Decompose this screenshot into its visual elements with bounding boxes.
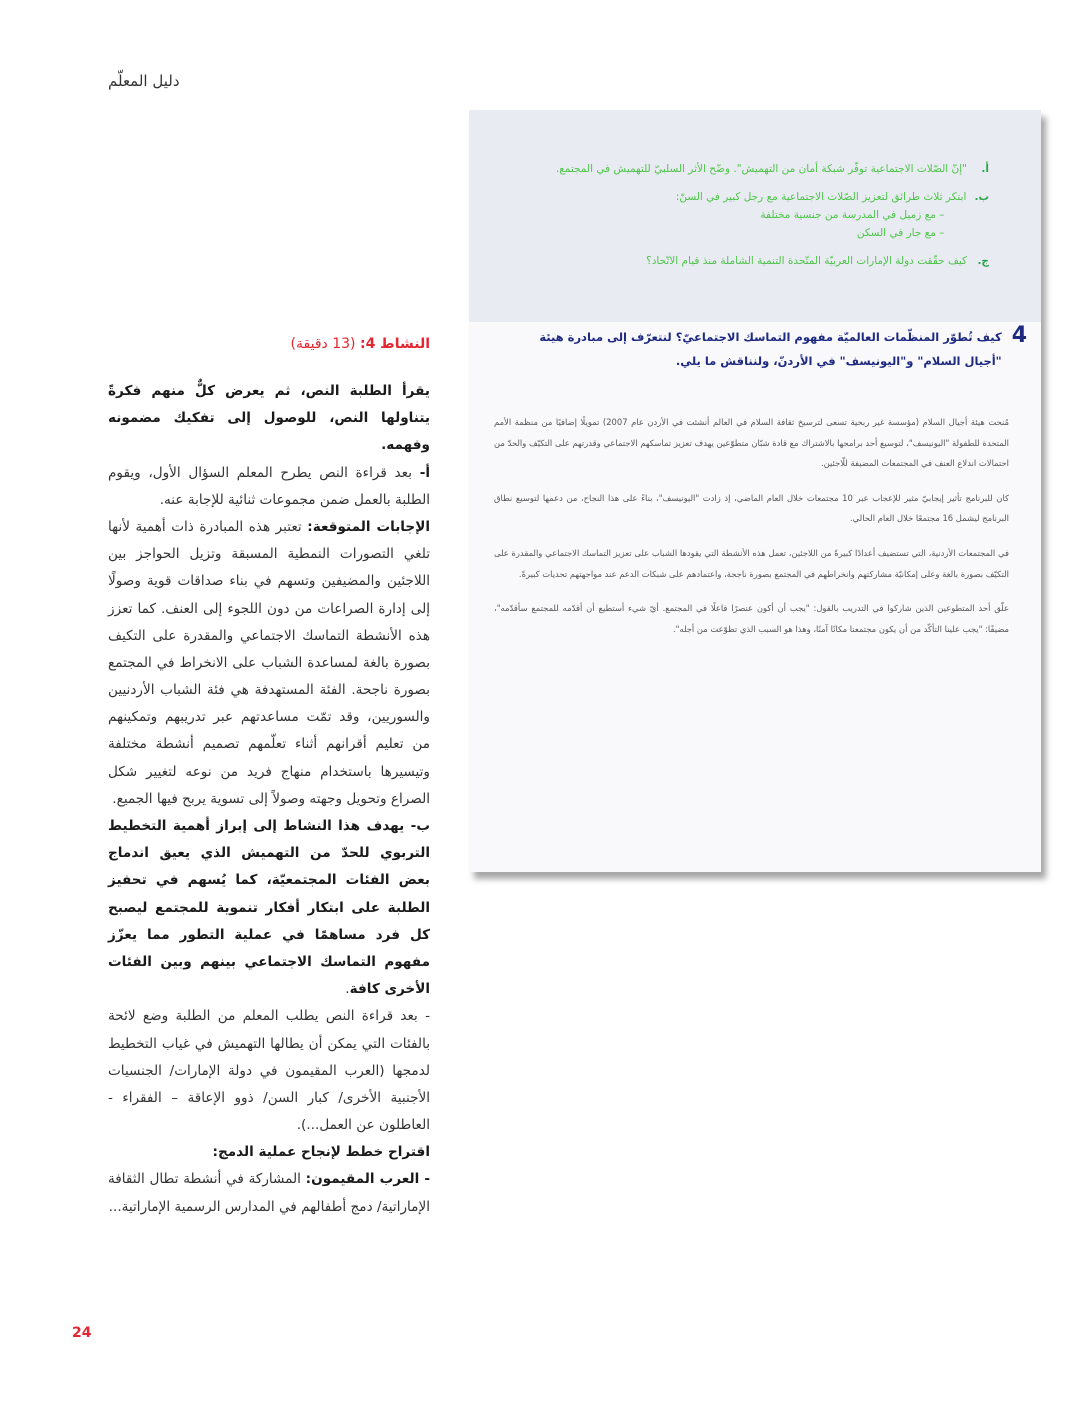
article-paragraph: علّق أحد المتطوعين الذين شاركوا في التدريب بالقول: "يجب أن أكون عنصرًا فاعلًا في المجتمع. أيّ شيء أستطيع أن أقدّمه للمجتمع سأقدّمه"، مضيفًا: "يجب علينا التأكّد من أن يكون مجتمعنا مكانًا آمنًا، وهذا هو السبب الذي تطوّعت من أجله". — [494, 603, 1009, 634]
question-list — [519, 160, 989, 280]
page-number: 24 — [72, 1325, 92, 1341]
question-letter: ج. — [977, 254, 989, 267]
expected-answers-label: الإجابات المتوقعة: — [307, 518, 430, 535]
question-subitem: – مع زميل في المدرسة من جنسية مختلفة — [760, 208, 945, 221]
article-paragraph: في المجتمعات الأردنية، التي تستضيف أعدادًا كبيرةً من اللاجئين، تعمل هذه الأنشطة التي يقودها الشباب على تعزيز التماسك الاجتماعي والمقدرة على التكيّف بصورة بالغة وعلى إمكانيّة مشاركتهم وانخراطهم في المجتمع بصورة ناجحة، واعتمادهم على شبكات الدعم عند مواجهتهم تحديات كبيرةً. — [494, 547, 1009, 579]
marginalized-groups-list: - بعد قراءة النص يطلب المعلم من الطلبة وضع لائحة بالفئات التي يمكن أن يطالها التهميش في غياب التخطيط لدمجها (العرب المقيمون في دولة الإمارات/ الجنسيات الأجنبية الأخرى/ كبار السن/ ذوو الإعاقة – الفقراء - العاطلون عن العمل...). — [108, 1008, 430, 1134]
article-paragraph: مُنحت هيئة أجيال السلام (مؤسسة غير ربحية تسعى لترسيخ ثقافة السلام في العالم أنشئت في الأردن عام 2007) تمويلًا إضافيًا من منظمة الأمم المتحدة للطفولة "اليونيسف"، لتوسيع أحد برامجها بالاشتراك مع قادة شبّان متطوّعين يهدف تعزيز تماسكهم الاجتماعي وقدرتهم على التكيّف والحدّ من احتمالات اندلاع العنف في المجتمعات المضيفة للّاجئين. — [494, 417, 1010, 469]
question-item — [519, 252, 989, 272]
article-text — [494, 412, 1009, 653]
article-paragraph: كان للبرنامج تأثير إيجابيّ مثير للإعجاب عبر 10 مجتمعات خلال العام الماضي، إذ زادت "اليونيسف"، بناءً على هذا النجاح، من دعمها لتوسيع نطاق البرنامج ليشمل 16 مجتمعًا خلال العام الحالي. — [494, 492, 1009, 524]
activity-label: النشاط 4: — [359, 336, 430, 352]
step-b-dot: . — [345, 981, 350, 998]
section-title-text: كيف تُطوّر المنظّمات العالميّة مفهوم التماسك الاجتماعيّ؟ لنتعرّف إلى مبادرة هيئة "أجيال السلام" و"اليونيسف" في الأردنّ، ولنناقش ما يلي. — [539, 330, 1002, 369]
question-item — [519, 188, 989, 244]
section-number: 4 — [1011, 323, 1027, 348]
integration-plans-label: اقتراح خطط لإنجاح عملية الدمج: — [212, 1144, 430, 1161]
step-b-text: ب- يهدف هذا النشاط إلى إبراز أهمية التخطيط التربوي للحدّ من التهميش الذي يعيق اندماج بعض الفئات المجتمعيّة، كما يُسهم في تحفيز الطلبة على ابتكار أفكار تنموية للمجتمع ليصبح كل فرد مساهمًا في عملية التطور مما يعزّز مفهوم التماسك الاجتماعي بينهم وبين الفئات الأخرى كافة — [108, 818, 430, 998]
step-a — [108, 460, 430, 514]
question-text: "إنّ الصّلات الاجتماعية توفّر شبكة أمان من التهميش". وضّح الأثر السلبيّ للتهميش في المجتمع. — [555, 163, 967, 175]
arab-residents-plan — [108, 1166, 430, 1220]
teacher-notes-column — [108, 330, 430, 1221]
page-header-title: دليل المعلّم — [108, 72, 180, 90]
question-text: كيف حقّقت دولة الإمارات العربيّة المتّحدة التنمية الشاملة منذ قيام الاتّحاد؟ — [646, 254, 967, 267]
activity-heading — [108, 330, 430, 358]
activity-duration: (13 دقيقة) — [290, 336, 356, 352]
section-title — [527, 325, 1027, 373]
expected-answers — [108, 514, 430, 813]
question-letter: ب. — [974, 190, 989, 203]
arab-residents-label: - العرب المقيمون: — [305, 1171, 430, 1188]
question-item — [519, 160, 989, 180]
step-a-text: بعد قراءة النص يطرح المعلم السؤال الأول، ويقوم الطلبة بالعمل ضمن مجموعات ثنائية للإجابة عنه. — [108, 464, 430, 508]
textbook-page-image — [469, 110, 1041, 872]
step-b — [108, 813, 430, 1003]
question-text: ابتكر ثلاث طرائق لتعزيز الصّلات الاجتماعية مع رجل كبير في السنّ: — [675, 190, 967, 203]
expected-answers-text: تعتبر هذه المبادرة ذات أهمية لأنها تلغي التصورات النمطية المسبقة وتزيل الحواجز بين اللاجئين والمضيفين وتسهم في بناء صداقات قوية وصولًا إلى إدارة الصراعات من دون اللجوء إلى العنف. كما تعزز هذه الأنشطة التماسك الاجتماعي والمقدرة على التكيف بصورة بالغة لمساعدة الشباب على الانخراط في المجتمع بصورة ناجحة. الفئة المستهدفة هي فئة الشباب الأردنيين والسوريين، وقد تمّت مساعدتهم عبر تدريبهم وتمكينهم من تعليم أقرانهم أثناء تعلّمهم تصميم أنشطة مختلفة وتيسيرها باستخدام منهاج فريد من نوعه لتغيير شكل الصراع وتحويل وجهته وصولاً إلى تسوية يربح فيها الجميع. — [108, 518, 430, 807]
arab-residents-text: المشاركة في أنشطة تطال الثقافة الإماراتية/ دمج أطفالهم في المدارس الرسمية الإماراتية... — [108, 1171, 430, 1215]
step-a-label: أ- — [419, 464, 430, 481]
activity-intro: يقرأ الطلبة النص، ثم يعرض كلٌّ منهم فكرةً يتناولها النص، للوصول إلى تفكيك مضمونه وفهمه. — [108, 383, 430, 454]
question-letter: أ. — [981, 163, 989, 175]
question-subitem: – مع جار في السكن — [856, 226, 945, 239]
